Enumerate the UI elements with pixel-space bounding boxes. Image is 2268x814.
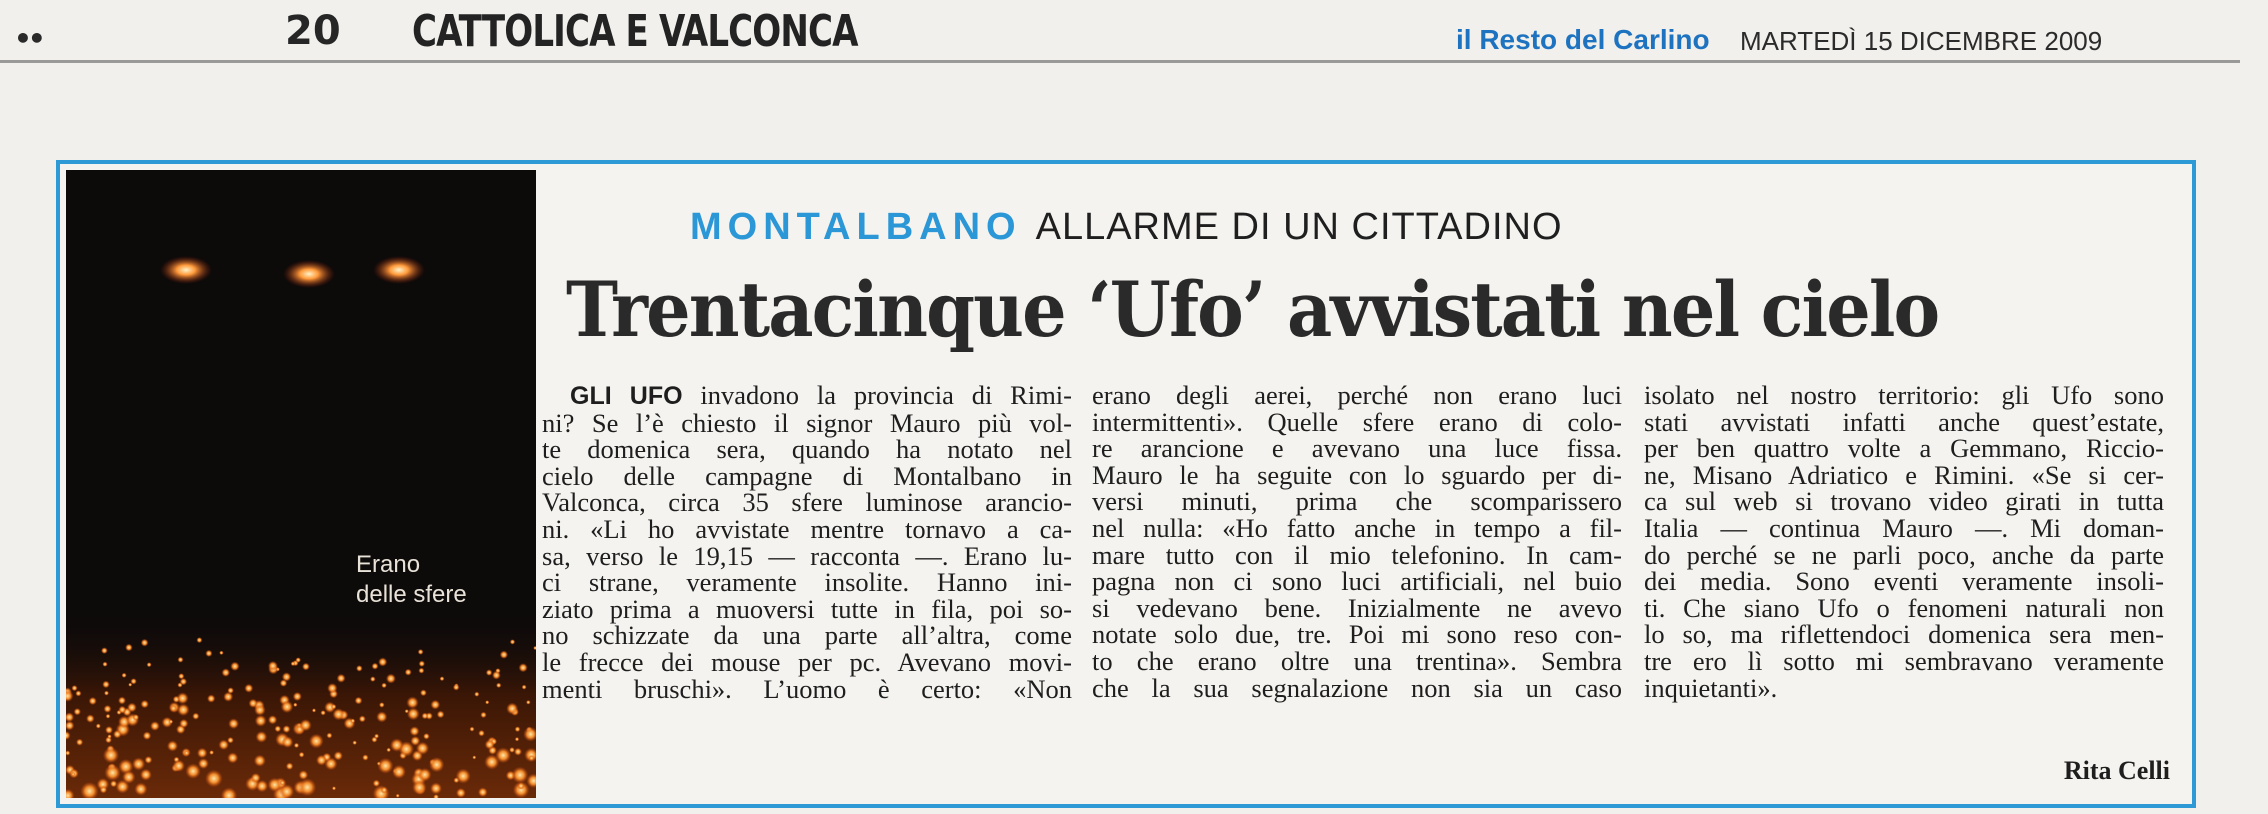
text-line: Mauro le ha seguite con lo sguardo per di- <box>1092 459 1622 490</box>
city-light <box>420 689 427 696</box>
city-light <box>207 694 215 702</box>
night-sky-image <box>66 170 536 798</box>
text-line: re arancione e avevano una luce fissa. <box>1092 433 1622 464</box>
city-light <box>485 700 489 704</box>
city-light <box>381 787 388 794</box>
city-light <box>286 762 294 770</box>
city-light <box>430 782 442 794</box>
city-light <box>76 739 83 746</box>
city-light <box>316 755 327 766</box>
text-line: ziato prima a muoversi tutte in fila, poi so- <box>542 593 1072 624</box>
city-light <box>198 758 209 769</box>
city-light <box>500 651 508 659</box>
city-light <box>106 714 111 719</box>
city-light <box>100 786 108 794</box>
text-line: nel nulla: «Ho fatto anche in tempo a fil- <box>1092 512 1622 543</box>
city-light <box>268 715 277 724</box>
city-light <box>280 679 288 687</box>
headline: Trentacinque ‘Ufo’ avvistati nel cielo <box>566 265 1939 354</box>
city-light <box>105 726 113 734</box>
city-light <box>249 699 258 708</box>
city-light <box>332 708 344 720</box>
city-light <box>118 697 126 705</box>
text-line: Valconca, circa 35 sfere luminose arancio- <box>542 487 1072 518</box>
city-light <box>412 780 427 795</box>
text-line: ni? Se l’è chiesto il signor Mauro più vol- <box>542 407 1072 438</box>
city-light <box>337 674 346 683</box>
text-line: ti. Che siano Ufo o fenomeni naturali non <box>1644 592 2164 623</box>
city-light <box>113 730 122 739</box>
city-light <box>430 700 440 710</box>
city-light <box>416 742 429 755</box>
text-line: dei media. Sono eventi veramente insoli- <box>1644 566 2164 597</box>
text-line: tre ero lì sotto mi sembravano veramente <box>1644 645 2164 676</box>
city-light <box>230 662 239 671</box>
city-light <box>75 690 81 696</box>
issue-date: MARTEDÌ 15 DICEMBRE 2009 <box>1740 26 2103 56</box>
ufo-light-1 <box>160 256 212 284</box>
city-light <box>396 794 400 798</box>
byline: Rita Celli <box>2063 756 2170 785</box>
city-light <box>474 692 479 697</box>
city-light <box>355 697 363 705</box>
city-light <box>222 668 231 677</box>
article-column-2 <box>1092 382 1622 701</box>
city-light <box>205 650 212 657</box>
city-light <box>89 697 97 705</box>
city-light <box>526 700 531 705</box>
city-light <box>495 747 511 763</box>
city-light <box>299 752 305 758</box>
kicker-topic: ALLARME DI UN CITTADINO <box>1035 206 1563 248</box>
city-light <box>472 755 476 759</box>
city-light <box>227 752 238 763</box>
text-line: che la sua segnalazione non sia un caso <box>1092 672 1622 703</box>
city-light <box>293 703 297 707</box>
text-line: to che erano oltre una trentina». Sembra <box>1092 645 1622 676</box>
city-light <box>376 711 387 722</box>
text-line: te domenica sera, quando ha notato nel <box>542 434 1072 465</box>
city-light <box>268 661 278 671</box>
city-light <box>456 769 471 784</box>
kicker-place: MONTALBANO <box>690 206 1022 248</box>
city-light <box>140 769 152 781</box>
city-light <box>197 748 208 759</box>
city-light <box>132 757 145 770</box>
city-light <box>350 719 355 724</box>
city-light <box>429 757 444 772</box>
city-light <box>362 754 368 760</box>
city-light <box>96 723 101 728</box>
city-light <box>456 788 466 798</box>
city-light <box>352 740 357 745</box>
text-line: GLI UFO invadono la provincia di Rimi- <box>570 380 1072 410</box>
city-light <box>179 719 188 728</box>
city-light <box>291 661 296 666</box>
city-light <box>386 748 391 753</box>
city-light <box>331 704 336 709</box>
city-light <box>386 674 396 684</box>
city-light <box>381 683 387 689</box>
city-light <box>104 764 121 781</box>
city-light <box>423 733 430 740</box>
photo-caption <box>356 550 516 610</box>
article-box <box>56 160 2196 808</box>
city-light <box>478 787 488 797</box>
city-light <box>228 718 239 729</box>
city-light <box>283 725 291 733</box>
city-light <box>327 683 337 693</box>
city-light <box>169 720 173 724</box>
lead-in: GLI UFO <box>570 382 683 410</box>
city-light <box>180 678 187 685</box>
city-light <box>440 676 445 681</box>
city-light <box>407 708 420 721</box>
city-light <box>422 713 429 720</box>
text-line: erano degli aerei, perché non erano luci <box>1092 380 1622 410</box>
text-line: cielo delle campagne di Montalbano in <box>542 460 1072 491</box>
city-light <box>254 755 266 767</box>
city-light <box>298 778 316 796</box>
city-light <box>378 657 387 666</box>
text-line: isolato nel nostro territorio: gli Ufo sono <box>1644 380 2164 410</box>
city-light <box>309 734 324 749</box>
city-light <box>150 721 160 731</box>
article-column-1 <box>542 382 1072 702</box>
city-light <box>209 750 214 755</box>
city-light <box>133 714 139 720</box>
city-light <box>406 696 418 708</box>
city-light <box>370 676 376 682</box>
text-line: si vedevano bene. Inizialmente ne avevo <box>1092 592 1622 623</box>
city-light <box>110 780 117 787</box>
city-light <box>405 669 412 676</box>
city-light <box>122 673 127 678</box>
city-light <box>437 711 445 719</box>
city-light <box>514 748 522 756</box>
city-light <box>102 662 107 667</box>
text-line: ca sul web si trovano video girati in tutta <box>1644 486 2164 517</box>
city-light <box>492 671 501 680</box>
city-light <box>378 758 394 774</box>
city-light <box>147 662 152 667</box>
city-light <box>522 685 527 690</box>
city-light <box>510 639 515 644</box>
city-light <box>130 678 136 684</box>
city-light <box>372 663 379 670</box>
city-light <box>141 639 149 647</box>
city-light <box>418 649 424 655</box>
city-light <box>506 703 518 715</box>
city-light <box>74 708 81 715</box>
text-line: ci strane, veramente insolite. Hanno ini- <box>542 567 1072 598</box>
text-line: ne, Misano Adriatico e Rimini. «Se si cer- <box>1644 459 2164 490</box>
city-light <box>300 719 312 731</box>
text-line: intermittenti». Quelle sfere erano di colo- <box>1092 406 1622 437</box>
city-light <box>356 665 363 672</box>
city-light <box>332 786 336 790</box>
city-light <box>419 661 425 667</box>
kicker <box>690 206 1563 249</box>
city-light <box>227 737 234 744</box>
city-light <box>470 727 475 732</box>
city-light <box>71 685 77 691</box>
city-light <box>517 782 524 789</box>
city-light <box>478 730 485 737</box>
section-title: CATTOLICA E VALCONCA <box>412 6 858 57</box>
city-light <box>184 750 190 756</box>
city-light <box>418 768 432 782</box>
city-light <box>405 709 409 713</box>
caption-line: Erano <box>356 551 421 578</box>
city-light <box>143 731 152 740</box>
text-line: Italia — continua Mauro —. Mi doman- <box>1644 512 2164 543</box>
city-light <box>178 657 184 663</box>
article-column-3 <box>1644 382 2164 701</box>
text-line: inquietanti». <box>1644 672 1778 703</box>
city-light <box>302 663 310 671</box>
city-light <box>205 770 223 788</box>
city-light <box>515 726 521 732</box>
city-light <box>125 644 133 652</box>
city-light <box>326 733 332 739</box>
text-line: notate solo due, tre. Poi mi sono reso con- <box>1092 619 1622 650</box>
city-light <box>486 669 493 676</box>
city-light <box>282 736 294 748</box>
text-line: menti bruschi». L’uomo è certo: «Non <box>542 673 1072 704</box>
newspaper-name: il Resto del Carlino <box>1456 24 1710 55</box>
city-light <box>227 687 234 694</box>
city-light <box>320 710 325 715</box>
header-rule <box>0 60 2240 63</box>
city-light <box>371 737 377 743</box>
city-light <box>334 751 343 760</box>
city-light <box>167 740 178 751</box>
text-line: le frecce dei mouse per pc. Avevano movi- <box>542 646 1072 677</box>
city-light <box>101 647 108 654</box>
city-light <box>255 715 267 727</box>
page-header <box>0 0 2268 64</box>
text-line: per ben quattro volte a Gemmano, Riccio- <box>1644 433 2164 464</box>
city-light <box>293 692 302 701</box>
city-light <box>122 770 135 783</box>
city-light <box>390 738 404 752</box>
page-number: 20 <box>285 8 341 54</box>
ufo-photo <box>66 170 536 798</box>
city-light <box>480 712 486 718</box>
city-light <box>104 691 109 696</box>
city-light <box>118 706 126 714</box>
text-line: mare tutto con il mio telefonino. In cam- <box>1092 539 1622 570</box>
city-light <box>244 684 253 693</box>
city-light <box>496 683 501 688</box>
text-line: stati avvistati infatti anche quest’estate, <box>1644 406 2164 437</box>
text-line: pagna non ci sono luci artificiali, nel buio <box>1092 566 1622 597</box>
city-light <box>274 725 281 732</box>
page-marker: •• <box>14 22 42 55</box>
city-light <box>196 637 202 643</box>
city-light <box>410 726 420 736</box>
city-light <box>379 702 385 708</box>
city-light <box>251 773 261 783</box>
city-light <box>71 772 75 776</box>
city-light <box>104 705 112 713</box>
city-light <box>512 767 529 784</box>
text-line: versi minuti, prima che scomparissero <box>1092 486 1622 517</box>
city-light <box>485 740 495 750</box>
city-light <box>219 651 223 655</box>
text-line: do perché se ne parli poco, anche da parte <box>1644 539 2164 570</box>
text-line: ni. «Li ho avvistate mentre tornavo a ca- <box>542 513 1072 544</box>
city-light <box>519 663 528 672</box>
ufo-light-2 <box>283 260 335 288</box>
city-light <box>173 696 180 703</box>
city-light <box>134 783 147 796</box>
city-light <box>141 700 149 708</box>
city-light <box>103 747 119 763</box>
text-line: no schizzate da una parte all’altra, come <box>542 620 1072 651</box>
text-line: sa, verso le 19,15 — racconta —. Erano lu- <box>542 540 1072 571</box>
city-light <box>453 684 460 691</box>
caption-line: delle sfere <box>356 581 467 608</box>
city-light <box>281 701 294 714</box>
city-light <box>127 703 137 713</box>
city-light <box>294 743 299 748</box>
city-light <box>392 765 406 779</box>
city-light <box>177 704 190 717</box>
city-light <box>418 668 424 674</box>
city-light <box>359 715 366 722</box>
city-light <box>515 737 519 741</box>
city-light <box>86 714 95 723</box>
text-line: lo so, ma riflettendoci domenica sera men- <box>1644 619 2164 650</box>
city-light <box>529 755 535 761</box>
city-light <box>173 760 185 772</box>
city-light <box>256 731 268 743</box>
ufo-light-3 <box>373 256 425 284</box>
city-light <box>170 705 178 713</box>
city-light <box>102 681 110 689</box>
city-light <box>107 734 111 738</box>
city-light <box>312 708 316 712</box>
city-light <box>145 756 153 764</box>
city-light <box>192 713 199 720</box>
